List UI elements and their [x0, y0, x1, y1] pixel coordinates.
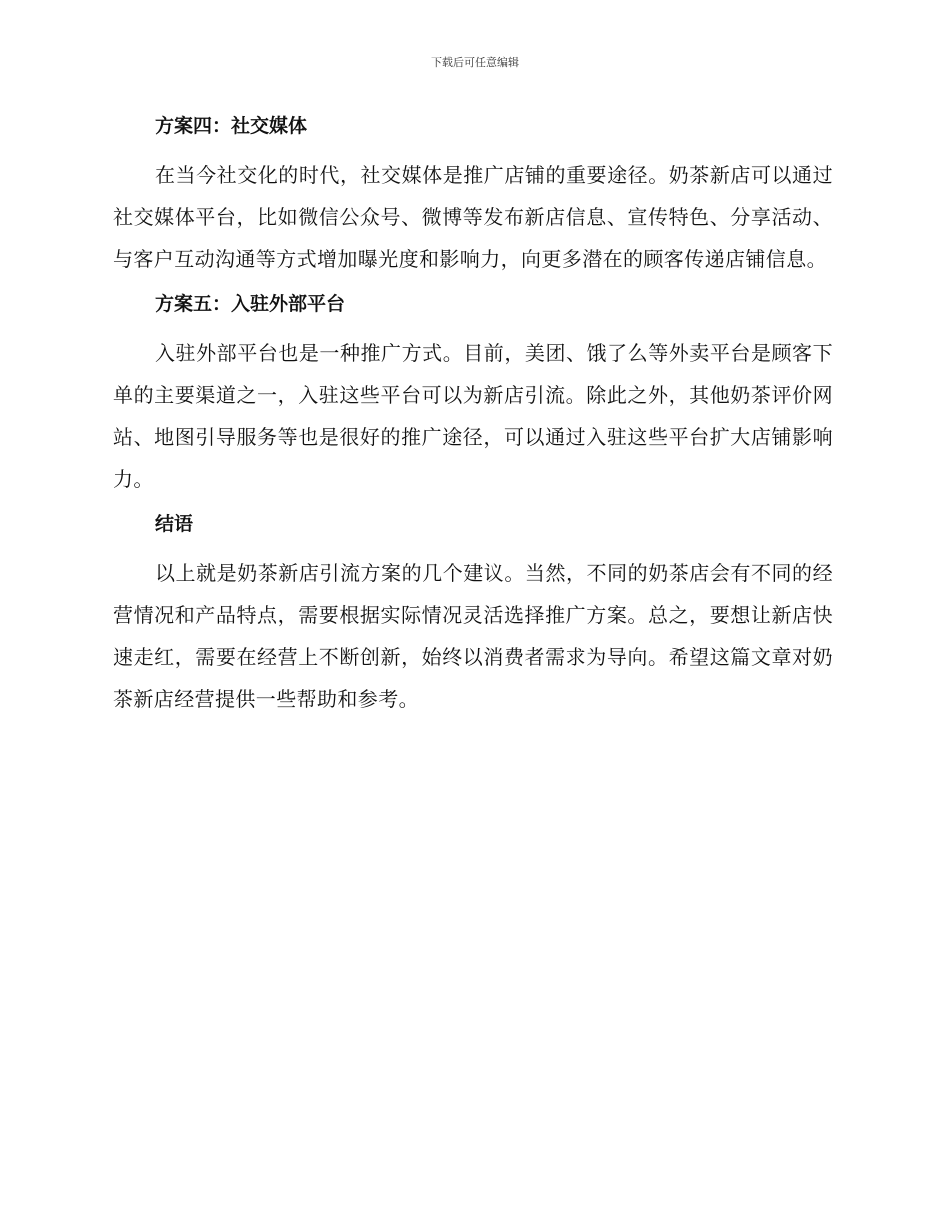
section-heading: 方案五：入驻外部平台 [155, 293, 346, 315]
page-header: 下载后可任意编辑 [431, 56, 519, 69]
section-conclusion [113, 508, 833, 720]
section-heading: 结语 [155, 513, 194, 535]
section-paragraph: 在当今社交化的时代，社交媒体是推广店铺的重要途径。奶茶新店可以通过社交媒体平台，比如微信公众号、微博等发布新店信息、宣传特色、分享活动、与客户互动沟通等方式增加曝光度和影响力，向更多潜在的顾客传递店铺信息。 [113, 163, 833, 271]
section-heading: 方案四：社交媒体 [155, 115, 308, 137]
document-body [113, 110, 833, 728]
section-paragraph: 以上就是奶茶新店引流方案的几个建议。当然，不同的奶茶店会有不同的经营情况和产品特点，需要根据实际情况灵活选择推广方案。总之，要想让新店快速走红，需要在经营上不断创新，始终以消费者需求为导向。希望这篇文章对奶茶新店经营提供一些帮助和参考。 [113, 561, 833, 711]
section-paragraph: 入驻外部平台也是一种推广方式。目前，美团、饿了么等外卖平台是顾客下单的主要渠道之一，入驻这些平台可以为新店引流。除此之外，其他奶茶评价网站、地图引导服务等也是很好的推广途径，可以通过入驻这些平台扩大店铺影响力。 [113, 341, 833, 491]
section-external-platform [113, 288, 833, 500]
section-social-media [113, 110, 833, 280]
